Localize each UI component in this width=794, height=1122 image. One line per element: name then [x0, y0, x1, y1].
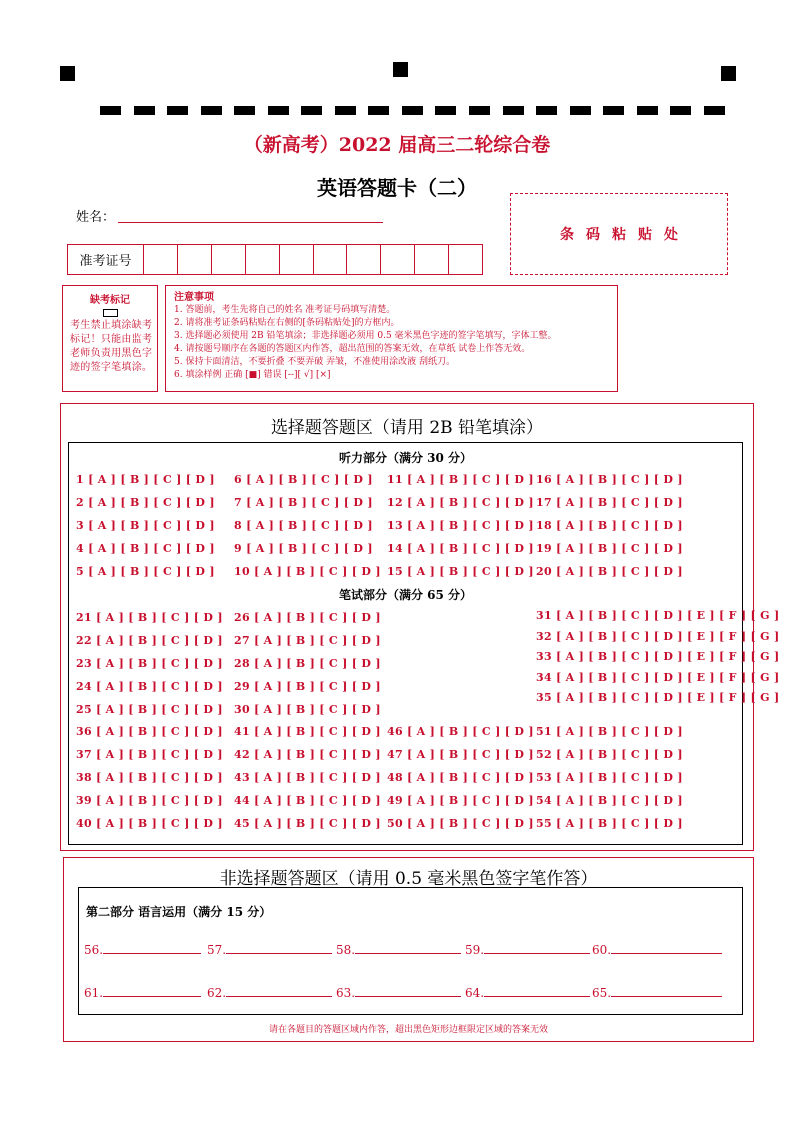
exam-id-cell[interactable]: [449, 245, 482, 274]
name-field[interactable]: [118, 222, 383, 223]
dash-segment: [603, 106, 624, 115]
notice-item: 2. 请将准考证条码粘贴在右侧的[条码粘贴处]的方框内。: [174, 318, 400, 328]
blank-60[interactable]: [592, 943, 722, 957]
dash-segment: [536, 106, 557, 115]
dash-segment: [234, 106, 255, 115]
notice-item: 5. 保持卡面清洁，不要折叠 不要弄破 弄皱，不准使用涂改液 刮纸刀。: [174, 357, 456, 367]
dash-segment: [637, 106, 658, 115]
nonchoice-title: 非选择题答题区（请用 0.5 毫米黑色签字笔作答）: [219, 869, 598, 889]
blank-line[interactable]: [611, 995, 722, 997]
main-title: （新高考）2022 届高三二轮综合卷: [243, 134, 551, 156]
absent-checkbox[interactable]: [103, 309, 118, 317]
blank-line[interactable]: [103, 995, 201, 997]
exam-id-cell[interactable]: [381, 245, 415, 274]
question-14-options[interactable]: 14 [ A ] [ B ] [ C ] [ D ]: [387, 542, 534, 555]
question-8-options[interactable]: 8 [ A ] [ B ] [ C ] [ D ]: [234, 519, 373, 532]
blank-64[interactable]: [465, 986, 590, 1000]
question-29-options[interactable]: 29 [ A ] [ B ] [ C ] [ D ]: [234, 680, 381, 693]
question-3-options[interactable]: 3 [ A ] [ B ] [ C ] [ D ]: [76, 519, 215, 532]
blank-number: 64.: [465, 986, 485, 1000]
question-47-options[interactable]: 47 [ A ] [ B ] [ C ] [ D ]: [387, 748, 534, 761]
blank-number: 61.: [84, 986, 104, 1000]
dash-segment: [368, 106, 389, 115]
question-40-options[interactable]: 40 [ A ] [ B ] [ C ] [ D ]: [76, 817, 223, 830]
question-30-options[interactable]: 30 [ A ] [ B ] [ C ] [ D ]: [234, 703, 381, 716]
question-50-options[interactable]: 50 [ A ] [ B ] [ C ] [ D ]: [387, 817, 534, 830]
exam-id-cell[interactable]: [144, 245, 178, 274]
blank-65[interactable]: [592, 986, 722, 1000]
dash-segment: [134, 106, 155, 115]
dash-line: [100, 106, 725, 115]
blank-line[interactable]: [484, 995, 590, 997]
blank-56[interactable]: [84, 943, 201, 957]
question-7-options[interactable]: 7 [ A ] [ B ] [ C ] [ D ]: [234, 496, 373, 509]
blank-63[interactable]: [336, 986, 461, 1000]
dash-segment: [402, 106, 423, 115]
question-25-options[interactable]: 25 [ A ] [ B ] [ C ] [ D ]: [76, 703, 223, 716]
question-49-options[interactable]: 49 [ A ] [ B ] [ C ] [ D ]: [387, 794, 534, 807]
absent-mark-box: [62, 285, 158, 392]
question-48-options[interactable]: 48 [ A ] [ B ] [ C ] [ D ]: [387, 771, 534, 784]
choice-section: [60, 403, 780, 851]
blank-57[interactable]: [207, 943, 332, 957]
absent-text: 考生禁止填涂缺考标记！只能由监考老师负责用黑色字迹的签字笔填涂。: [70, 320, 152, 373]
blank-61[interactable]: [84, 986, 201, 1000]
question-22-options[interactable]: 22 [ A ] [ B ] [ C ] [ D ]: [76, 634, 223, 647]
notice-item: 6. 填涂样例 正确 [■] 错误 [--][ √] [×]: [174, 370, 331, 380]
blank-line[interactable]: [611, 952, 722, 954]
dash-segment: [100, 106, 121, 115]
blank-58[interactable]: [336, 943, 461, 957]
blank-number: 60.: [592, 943, 612, 957]
question-45-options[interactable]: 45 [ A ] [ B ] [ C ] [ D ]: [234, 817, 381, 830]
dash-segment: [503, 106, 524, 115]
nonchoice-section: [63, 857, 754, 1042]
absent-title: 缺考标记: [90, 295, 130, 306]
footer-note: 请在各题目的答题区域内作答，超出黑色矩形边框限定区域的答案无效: [268, 1025, 548, 1035]
choice-title: 选择题答题区（请用 2B 铅笔填涂）: [270, 418, 544, 438]
blank-number: 57.: [207, 943, 227, 957]
alignment-mark-left: [60, 66, 75, 81]
blank-number: 59.: [465, 943, 485, 957]
question-44-options[interactable]: 44 [ A ] [ B ] [ C ] [ D ]: [234, 794, 381, 807]
question-11-options[interactable]: 11 [ A ] [ B ] [ C ] [ D ]: [387, 473, 534, 486]
writing-title: 笔试部分（满分 65 分）: [338, 588, 473, 602]
dash-segment: [335, 106, 356, 115]
question-16-options[interactable]: 16 [ A ] [ B ] [ C ] [ D ]: [536, 473, 683, 486]
nonchoice-answer-area: [78, 887, 743, 1015]
question-6-options[interactable]: 6 [ A ] [ B ] [ C ] [ D ]: [234, 473, 373, 486]
blank-59[interactable]: [465, 943, 590, 957]
notice-item: 4. 请按题号顺序在各题的答题区内作答，超出范围的答案无效，在草纸 试卷上作答无效。: [174, 344, 531, 354]
question-38-options[interactable]: 38 [ A ] [ B ] [ C ] [ D ]: [76, 771, 223, 784]
blank-line[interactable]: [103, 952, 201, 954]
alignment-mark-right: [721, 66, 736, 81]
question-20-options[interactable]: 20 [ A ] [ B ] [ C ] [ D ]: [536, 565, 683, 578]
question-13-options[interactable]: 13 [ A ] [ B ] [ C ] [ D ]: [387, 519, 534, 532]
listening-title: 听力部分（满分 30 分）: [338, 451, 473, 465]
dash-segment: [704, 106, 725, 115]
blank-62[interactable]: [207, 986, 332, 1000]
choice-answer-area: [68, 442, 780, 845]
question-34-options[interactable]: 34 [ A ] [ B ] [ C ] [ D ] [ E ] [ F ] [ G ]: [536, 670, 780, 684]
alignment-mark-center: [393, 62, 408, 77]
question-39-options[interactable]: 39 [ A ] [ B ] [ C ] [ D ]: [76, 794, 223, 807]
question-24-options[interactable]: 24 [ A ] [ B ] [ C ] [ D ]: [76, 680, 223, 693]
blank-number: 58.: [336, 943, 356, 957]
question-5-options[interactable]: 5 [ A ] [ B ] [ C ] [ D ]: [76, 565, 215, 578]
dash-segment: [670, 106, 691, 115]
question-31-options[interactable]: 31 [ A ] [ B ] [ C ] [ D ] [ E ] [ F ] [ G ]: [536, 609, 780, 622]
question-33-options[interactable]: 33 [ A ] [ B ] [ C ] [ D ] [ E ] [ F ] [ G ]: [536, 650, 780, 663]
notice-item: 3. 选择题必须使用 2B 铅笔填涂；非选择题必须用 0.5 毫米黑色字迹的签字笔填写，字体工整。: [174, 331, 557, 341]
dash-segment: [201, 106, 222, 115]
notice-title: 注意事项: [174, 292, 214, 303]
question-42-options[interactable]: 42 [ A ] [ B ] [ C ] [ D ]: [234, 748, 381, 761]
exam-id-cell[interactable]: [246, 245, 280, 274]
blank-number: 65.: [592, 986, 612, 1000]
question-51-options[interactable]: 51 [ A ] [ B ] [ C ] [ D ]: [536, 725, 683, 738]
exam-id-label: 准考证号: [68, 245, 144, 274]
question-21-options[interactable]: 21 [ A ] [ B ] [ C ] [ D ]: [76, 611, 223, 624]
dash-segment: [435, 106, 456, 115]
question-23-options[interactable]: 23 [ A ] [ B ] [ C ] [ D ]: [76, 657, 223, 670]
barcode-label: 条码粘贴处: [560, 227, 690, 243]
dash-segment: [301, 106, 322, 115]
exam-id-cell[interactable]: [415, 245, 449, 274]
exam-id-cell[interactable]: [178, 245, 212, 274]
exam-id-cell[interactable]: [347, 245, 381, 274]
blank-number: 56.: [84, 943, 104, 957]
blank-line[interactable]: [226, 952, 332, 954]
blank-line[interactable]: [484, 952, 590, 954]
blank-line[interactable]: [355, 952, 461, 954]
question-35-options[interactable]: 35 [ A ] [ B ] [ C ] [ D ] [ E ] [ F ] [ G ]: [536, 691, 780, 704]
question-9-options[interactable]: 9 [ A ] [ B ] [ C ] [ D ]: [234, 542, 373, 555]
dash-segment: [268, 106, 289, 115]
dash-segment: [570, 106, 591, 115]
notice-box: [165, 285, 618, 392]
question-1-options[interactable]: 1 [ A ] [ B ] [ C ] [ D ]: [76, 473, 215, 486]
question-36-options[interactable]: 36 [ A ] [ B ] [ C ] [ D ]: [76, 725, 223, 738]
exam-id-cell[interactable]: [212, 245, 246, 274]
question-15-options[interactable]: 15 [ A ] [ B ] [ C ] [ D ]: [387, 565, 534, 578]
notice-item: 1. 答题前，考生先将自己的姓名 准考证号码填写清楚。: [174, 305, 396, 315]
question-28-options[interactable]: 28 [ A ] [ B ] [ C ] [ D ]: [234, 657, 381, 670]
exam-id-cell[interactable]: [314, 245, 348, 274]
part-two-title: 第二部分 语言运用（满分 15 分）: [86, 905, 272, 919]
question-55-options[interactable]: 55 [ A ] [ B ] [ C ] [ D ]: [536, 817, 683, 830]
question-32-options[interactable]: 32 [ A ] [ B ] [ C ] [ D ] [ E ] [ F ] [ G ]: [536, 629, 780, 643]
blank-line[interactable]: [226, 995, 332, 997]
question-27-options[interactable]: 27 [ A ] [ B ] [ C ] [ D ]: [234, 634, 381, 647]
question-41-options[interactable]: 41 [ A ] [ B ] [ C ] [ D ]: [234, 725, 381, 738]
question-37-options[interactable]: 37 [ A ] [ B ] [ C ] [ D ]: [76, 748, 223, 761]
question-54-options[interactable]: 54 [ A ] [ B ] [ C ] [ D ]: [536, 794, 683, 807]
blank-number: 63.: [336, 986, 356, 1000]
exam-id-box: [67, 244, 483, 275]
name-label: 姓名：: [76, 210, 116, 225]
question-26-options[interactable]: 26 [ A ] [ B ] [ C ] [ D ]: [234, 611, 381, 624]
question-17-options[interactable]: 17 [ A ] [ B ] [ C ] [ D ]: [536, 496, 683, 509]
question-4-options[interactable]: 4 [ A ] [ B ] [ C ] [ D ]: [76, 542, 215, 555]
blank-number: 62.: [207, 986, 227, 1000]
exam-id-cell[interactable]: [280, 245, 314, 274]
question-19-options[interactable]: 19 [ A ] [ B ] [ C ] [ D ]: [536, 542, 683, 555]
dash-segment: [469, 106, 490, 115]
question-43-options[interactable]: 43 [ A ] [ B ] [ C ] [ D ]: [234, 771, 381, 784]
blank-line[interactable]: [355, 995, 461, 997]
question-12-options[interactable]: 12 [ A ] [ B ] [ C ] [ D ]: [387, 496, 534, 509]
barcode-area: [510, 193, 728, 275]
question-18-options[interactable]: 18 [ A ] [ B ] [ C ] [ D ]: [536, 519, 683, 532]
question-46-options[interactable]: 46 [ A ] [ B ] [ C ] [ D ]: [387, 725, 534, 738]
question-2-options[interactable]: 2 [ A ] [ B ] [ C ] [ D ]: [76, 496, 215, 509]
question-10-options[interactable]: 10 [ A ] [ B ] [ C ] [ D ]: [234, 565, 381, 578]
question-52-options[interactable]: 52 [ A ] [ B ] [ C ] [ D ]: [536, 748, 683, 761]
dash-segment: [167, 106, 188, 115]
question-53-options[interactable]: 53 [ A ] [ B ] [ C ] [ D ]: [536, 771, 683, 784]
sub-title: 英语答题卡（二）: [317, 176, 477, 200]
